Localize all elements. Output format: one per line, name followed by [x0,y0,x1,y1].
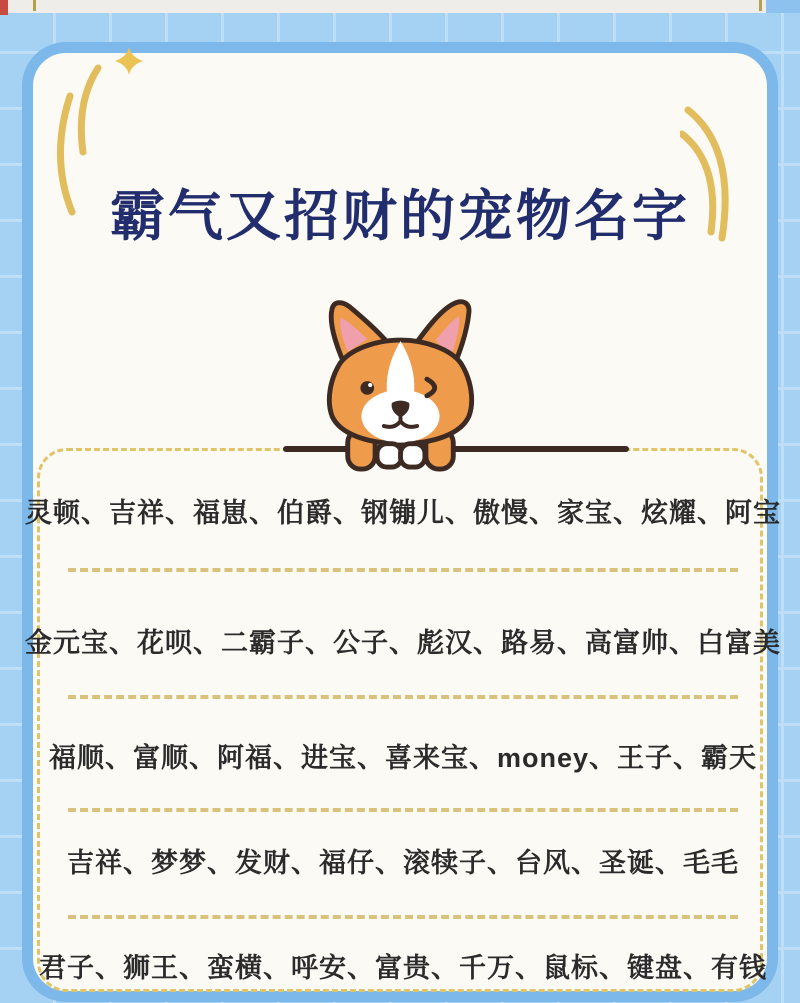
dashed-separator-3 [68,808,738,812]
dashed-separator-4 [68,915,738,919]
names-box [25,448,781,992]
name-row-4: 吉祥、梦梦、发财、福仔、滚犊子、台风、圣诞、毛毛 [67,847,739,878]
sparkle-icon [114,46,144,76]
poster-title: 霸气又招财的宠物名字 [109,185,690,247]
top-edge-white-strip [8,0,766,13]
corgi-illustration [293,295,508,476]
top-edge-gold-tick-left [33,0,36,11]
name-row-2: 金元宝、花呗、二霸子、公子、彪汉、路易、高富帅、白富美 [25,627,781,658]
top-edge-red-strip [0,0,8,15]
top-edge-blue-right [766,0,800,13]
name-row-3: 福顺、富顺、阿福、进宝、喜来宝、money、王子、霸天 [48,742,758,773]
dashed-separator-1 [68,568,738,572]
top-edge-gold-tick-right [759,0,762,11]
name-row-5: 君子、狮王、蛮横、呼安、富贵、千万、鼠标、键盘、有钱 [39,952,767,983]
dashed-separator-2 [68,695,738,699]
name-row-1: 灵顿、吉祥、福崽、伯爵、钢镚儿、傲慢、家宝、炫耀、阿宝 [25,497,781,528]
